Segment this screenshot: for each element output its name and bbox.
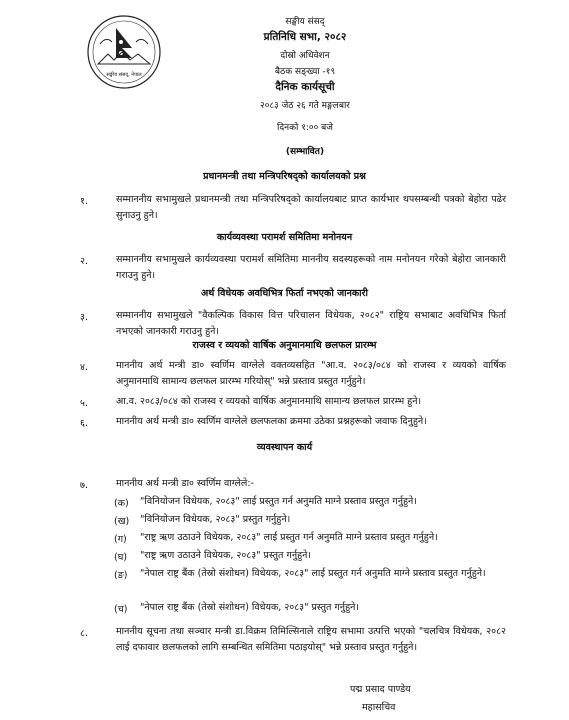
- subitem-text: "विनियोजन विधेयक, २०८३" प्रस्तुत गर्नुहुने।: [140, 514, 291, 525]
- page-title: दैनिक कार्यसूची: [275, 81, 335, 93]
- section-heading-budget: राजस्व र व्ययको वार्षिक अनुमानमाथि छलफल प्रारम्भ: [192, 340, 377, 351]
- agenda-item-4: माननीय अर्थ मन्त्री डा० स्वर्णिम वाग्लेले वक्तव्यसहित "आ.व. २०८३/०८४ को राजस्व र व्ययको वार्षिक अनुमानमाथि सामान्य छलफल प्रारम्भ गरियोस्" भन्ने प्रस्ताव प्रस्तुत गर्नुहुने।: [116, 360, 506, 387]
- subitem-text: "नेपाल राष्ट्र बैंक (तेस्रो संशोधन) विधेयक, २०८३" प्रस्तुत गर्नुहुने।: [140, 602, 359, 613]
- item-number: ६.: [80, 418, 88, 429]
- item-number: ३.: [80, 312, 88, 323]
- subitem-text: "राष्ट्र ऋण उठाउने विधेयक, २०८३" प्रस्तुत गर्नुहुने।: [140, 550, 312, 561]
- subitem-label: (ग): [114, 534, 127, 545]
- item-number: ४.: [80, 362, 88, 373]
- item-number: १.: [80, 196, 88, 207]
- subitem-text: "विनियोजन विधेयक, २०८३" लाई प्रस्तुत गर्न अनुमति माग्ने प्रस्ताव प्रस्तुत गर्नुहुने।: [140, 496, 417, 507]
- parliament-emblem-icon: [86, 14, 162, 90]
- item-number: ७.: [80, 480, 88, 491]
- agenda-item-7: माननीय अर्थ मन्त्री डा० स्वर्णिम वाग्लेले:-: [116, 478, 254, 489]
- subitem-label: (क): [114, 498, 129, 509]
- signatory-title: महासचिव: [362, 702, 396, 713]
- emblem-caption: सङ्घीय संसद्, नेपाल: [106, 72, 142, 78]
- meeting-time: दिनको १:०० बजे: [277, 123, 333, 133]
- tentative-label: (सम्भावित): [285, 147, 325, 157]
- item-number: २.: [80, 256, 88, 267]
- subitem-label: (घ): [114, 552, 128, 563]
- meeting-number: बैठक सङ्ख्या -१९: [274, 67, 336, 77]
- subitem-text: "राष्ट्र ऋण उठाउने विधेयक, २०८३" लाई प्रस्तुत गर्न अनुमति माग्ने प्रस्ताव प्रस्तुत गर्नुहुने।: [140, 532, 438, 543]
- agenda-item-8: माननीय सूचना तथा सञ्चार मन्त्री डा.विक्रम तिमिल्सिनाले राष्ट्रिय सभामा उत्पत्ति भएको "चलचित्र विधेयक, २०८२ लाई दफावार छलफलको लागि सम्बन्धित समितिमा पठाइयोस्" भन्ने प्रस्ताव प्रस्तुत गर्नुहुने।: [116, 626, 506, 653]
- item-number: ८.: [80, 628, 88, 639]
- subitem-text: "नेपाल राष्ट्र बैंक (तेस्रो संशोधन) विधेयक, २०८३" लाई प्रस्तुत गर्न अनुमति माग्ने प्रस्ताव प्रस्तुत गर्नुहुने।: [140, 568, 486, 579]
- body-name: सङ्घीय संसद्: [285, 17, 325, 27]
- section-heading-legislative: व्यवस्थापन कार्य: [256, 442, 313, 453]
- section-heading-bac: कार्यव्यवस्था परामर्श समितिमा मनोनयन: [216, 232, 353, 243]
- session-name: दोस्रो अधिवेशन: [280, 51, 330, 61]
- section-heading-pm-office: प्रधानमन्त्री तथा मन्त्रिपरिषद्को कार्यालयको प्रश्न: [203, 171, 366, 182]
- subitem-label: (ङ): [114, 570, 128, 581]
- section-heading-ordinance: अर्थ विधेयक अवधिभित्र फिर्ता नभएको जानकारी: [201, 288, 368, 299]
- agenda-item-3: सम्माननीय सभामुखले "वैकल्पिक विकास वित्त परिचालन विधेयक, २०८२" राष्ट्रिय सभाबाट अवधिभित्र फिर्ता नभएको जानकारी गराउनु हुने।: [116, 310, 506, 337]
- house-name: प्रतिनिधि सभा, २०८२: [263, 31, 347, 43]
- agenda-item-2: सम्माननीय सभामुखले कार्यव्यवस्था परामर्श समितिमा माननीय सदस्यहरूको नाम मनोनयन गरेको बेहोरा जानकारी गराउनु हुने।: [116, 254, 506, 281]
- item-number: ५.: [80, 398, 88, 409]
- meeting-date: २०८३ जेठ २६ गते मङ्गलबार: [260, 101, 350, 111]
- agenda-item-1: सम्माननीय सभामुखले प्रधानमन्त्री तथा मन्त्रिपरिषद्को कार्यालयबाट प्राप्त कार्यभार थपसम्बन्धी पत्रको बेहोरा पढेर सुनाउनु हुने।: [116, 194, 506, 221]
- agenda-item-5: आ.व. २०८३/०८४ को राजस्व र व्ययको वार्षिक अनुमानमाथि सामान्य छलफल प्रारम्भ हुने।: [116, 396, 422, 407]
- subitem-label: (ख): [114, 516, 130, 527]
- subitem-label: (च): [114, 604, 128, 615]
- signatory-name: पद्म प्रसाद पाण्डेय: [350, 684, 411, 695]
- agenda-item-6: माननीय अर्थ मन्त्री डा० स्वर्णिम वाग्लेले छलफलका क्रममा उठेका प्रश्नहरूको जवाफ दिनुहुने।: [116, 416, 427, 427]
